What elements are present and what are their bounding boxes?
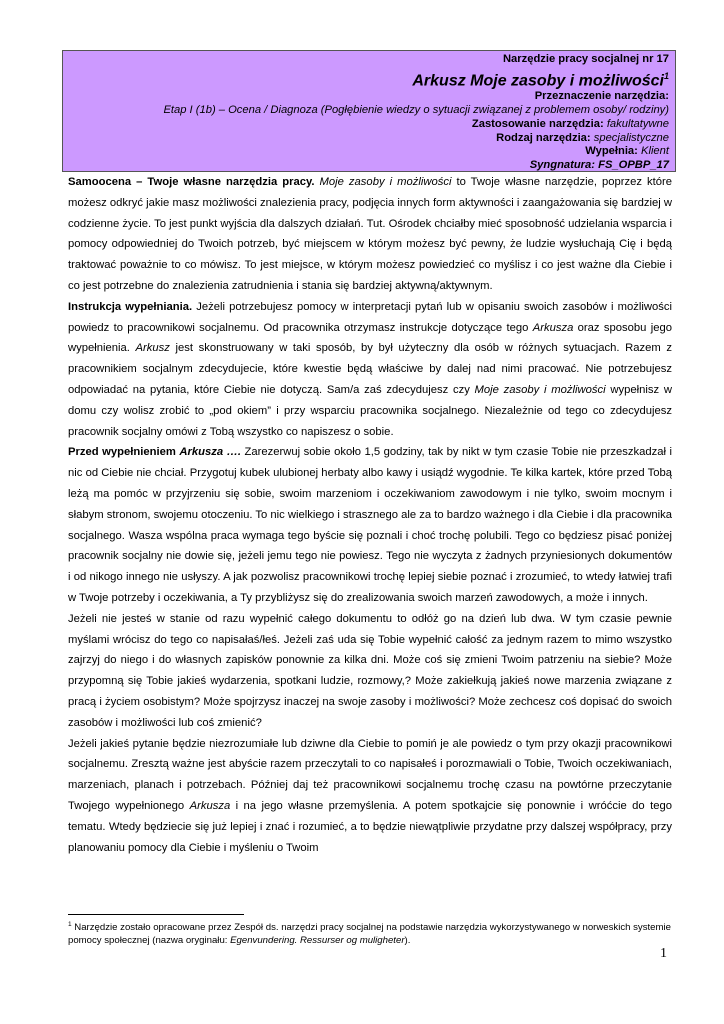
title-footnote-mark: 1	[663, 70, 669, 81]
paragraph-lead-italic: Arkusza ….	[179, 446, 242, 459]
paragraph-text: to Twoje własne narzędzie, poprzez które możesz odkryć jakie masz możliwości znalezienia pracy, podjęcia innych form aktywności i zaangażowania się bardziej w codzienne życie. To jest punkt wyjścia dla dalszych działań. Tut. Ośrodek chciałby mieć sposobność udzielania wsparcia i pomocy odpowiedniej do Twoich potrzeb, być miejscem w którym możesz być pewny, że ludzie wysłuchają Cię i będą traktować poważnie to co mówisz. To jest miejsce, w którym możesz powiedzieć co myślisz i co jest ważne dla Ciebie i co jest potrzebne do znalezienia zatrudnienia i stania się bardziej aktywną/aktywnym.	[68, 176, 672, 292]
footnote-divider	[68, 914, 244, 915]
paragraph-italic: Arkusza	[189, 799, 231, 812]
footnote-text: Narzędzie zostało opracowane przez Zespół ds. narzędzi pracy socjalnej na podstawie narzędzia wykorzystywanego w norweskich systemie pomocy społecznej (nazwa oryginału:	[68, 922, 671, 947]
type-row	[69, 132, 669, 146]
paragraph-text: Jeżeli jakieś pytanie będzie niezrozumiałe lub dziwne dla Ciebie to pomiń je ale powiedz o tym przy okazji pracownikowi socjalnemu. Zresztą ważne jest abyście razem przeczytali to co napisałeś i porozmawiali o Tobie, Twoich oczekiwaniach, marzeniach, planach i potrzebach. Później daj też pracownikowi socjalnemu trochę czasu na powtórne przeczytanie Twojego wypełnionego	[68, 737, 672, 812]
paragraph-text: wypełnisz w domu czy wolisz zrobić to „pod okiem” i przy wsparciu pracownika socjalnego. Niezależnie od tego co zdecydujesz pracownik socjalny omówi z Tobą wszystko co napiszesz o sobie.	[68, 383, 672, 438]
purpose-value-row	[69, 104, 669, 118]
footnote-tail: ).	[404, 935, 411, 947]
document-title	[69, 67, 669, 90]
tool-number: Narzędzie pracy socjalnej nr 17	[502, 53, 669, 65]
footnote-original-title: Egenvundering. Ressurser og muligheter	[230, 935, 405, 947]
footnote	[68, 918, 672, 947]
purpose-label: Przeznaczenie narzędzia:	[534, 90, 669, 103]
document-body	[68, 172, 672, 858]
document-title-text: Arkusz Moje zasoby i możliwości	[412, 72, 664, 90]
signature-value: FS_OPBP_17	[598, 159, 669, 172]
paragraph-lead: Samoocena – Twoje własne narzędzia pracy.	[68, 176, 315, 188]
paragraph-lead: Przed wypełnieniem	[68, 446, 180, 459]
usage-value: fakultatywne	[606, 117, 669, 130]
purpose-label-row	[69, 90, 669, 104]
paragraph-text: oraz sposobu jego wypełnienia.	[68, 321, 672, 355]
usage-row	[69, 118, 669, 132]
type-label: Rodzaj narzędzia:	[496, 131, 591, 144]
purpose-value: Etap I (1b) – Ocena / Diagnoza (Pogłębienie wiedzy o sytuacji związanej z problemem osoby/ rodziny)	[163, 103, 669, 116]
paragraph-text: Jeżeli potrzebujesz pomocy w interpretacji pytań lub w opisaniu swoich zasobów i możliwości powiedz to pracownikowi socjalnemu. Od pracownika otrzymasz instrukcje dotyczące tego	[68, 300, 672, 334]
filled-by-label: Wypełnia:	[585, 145, 638, 158]
signature-label: Syngnatura:	[529, 159, 595, 172]
type-value: specjalistyczne	[593, 131, 669, 144]
usage-label: Zastosowanie narzędzia:	[471, 117, 604, 130]
filled-by-row	[69, 145, 669, 159]
paragraph-text: i na jego własne przemyślenia. A potem spotkajcie się ponownie i wróćcie do tego tematu. Wtedy będziecie się już lepiej i znać i rozumieć, a to będzie niewątpliwie przydatne przy dalszej współpracy, przy planowaniu pomocy dla Ciebie i myśleniu o Twoim	[68, 799, 672, 854]
paragraph-italic: Moje zasoby i możliwości	[319, 176, 452, 188]
filled-by-value: Klient	[641, 145, 669, 158]
paragraph-instructions	[68, 297, 672, 443]
paragraph-lead: Instrukcja wypełniania.	[68, 300, 193, 313]
paragraph-unclear-questions	[68, 734, 672, 859]
tool-header-box	[62, 50, 676, 172]
paragraph-before-filling	[68, 442, 672, 608]
footnote-mark: 1	[68, 921, 72, 928]
page-number: 1	[660, 946, 667, 961]
paragraph-text: jest skonstruowany w taki sposób, by był użyteczny dla osób w różnych sytuacjach. Razem z pracownikiem socjalnym zdecydujecie, które kwestie będą właściwe by dalej nad nimi pracować. Nie potrzebujesz odpowiadać na pytania, które Ciebie nie dotyczą. Sam/a zaś zdecydujesz czy	[68, 342, 672, 396]
paragraph-italic: Arkusza	[532, 321, 574, 334]
paragraph-self-assessment	[68, 172, 672, 297]
paragraph-text: Zarezerwuj sobie około 1,5 godziny, tak by nikt w tym czasie Tobie nie przeszkadzał i nic od Ciebie nie chciał. Przygotuj kubek ulubionej herbaty albo kawy i usiądź wygodnie. Te kilka kartek, które przed Tobą leżą ma pomóc w przyjrzeniu się sobie, swoim marzeniom i oczekiwaniom zawodowym i nie tylko, swoim mocnym i słabym stronom, swojemu otoczeniu. To nic wielkiego i strasznego ale za to bardzo ważnego i dla Ciebie i dla pracownika socjalnego. Wasza wspólna praca wymaga tego byście się poznali i choć trochę polubili. Tego co będziesz pisać poniżej pracownik socjalny nie dowie się, jeżeli jemu tego nie powiesz. Tego nie wyczyta z żadnych przyniesionych dokumentów i od nikogo innego nie usłyszy. A jak pozwolisz pracownikowi trochę lepiej siebie poznać i zrozumieć, to wtedy łatwiej trafi w Twoje potrzeby i oczekiwania, a Ty przybliżysz się do zrealizowania swoich marzeń zawodowych, a może i innych.	[68, 446, 672, 604]
paragraph-take-time: Jeżeli nie jesteś w stanie od razu wypełnić całego dokumentu to odłóż go na dzień lub dwa. W tym czasie pewnie myślami wrócisz do tego co napisałaś/łeś. Jeżeli zaś uda się Tobie wypełnić całość za jednym razem to mimo wszystko zajrzyj do niego i do własnych zapisków ponownie za kilka dni. Może coś się zmieni Twoim patrzeniu na siebie? Może przypomną się Tobie jakieś wydarzenia, spotkani ludzie, rozmowy,? Może zakiełkują jakieś nowe marzenia związane z pracą i życiem osobistym? Może spojrzysz inaczej na swoje zasoby i możliwości? Może zechcesz coś dopisać do swoich zasobów i możliwości lub coś zmienić?	[68, 612, 672, 729]
paragraph-italic: Arkusz	[135, 342, 170, 355]
signature-row	[69, 159, 669, 173]
paragraph-italic: Moje zasoby i możliwości	[474, 383, 606, 396]
